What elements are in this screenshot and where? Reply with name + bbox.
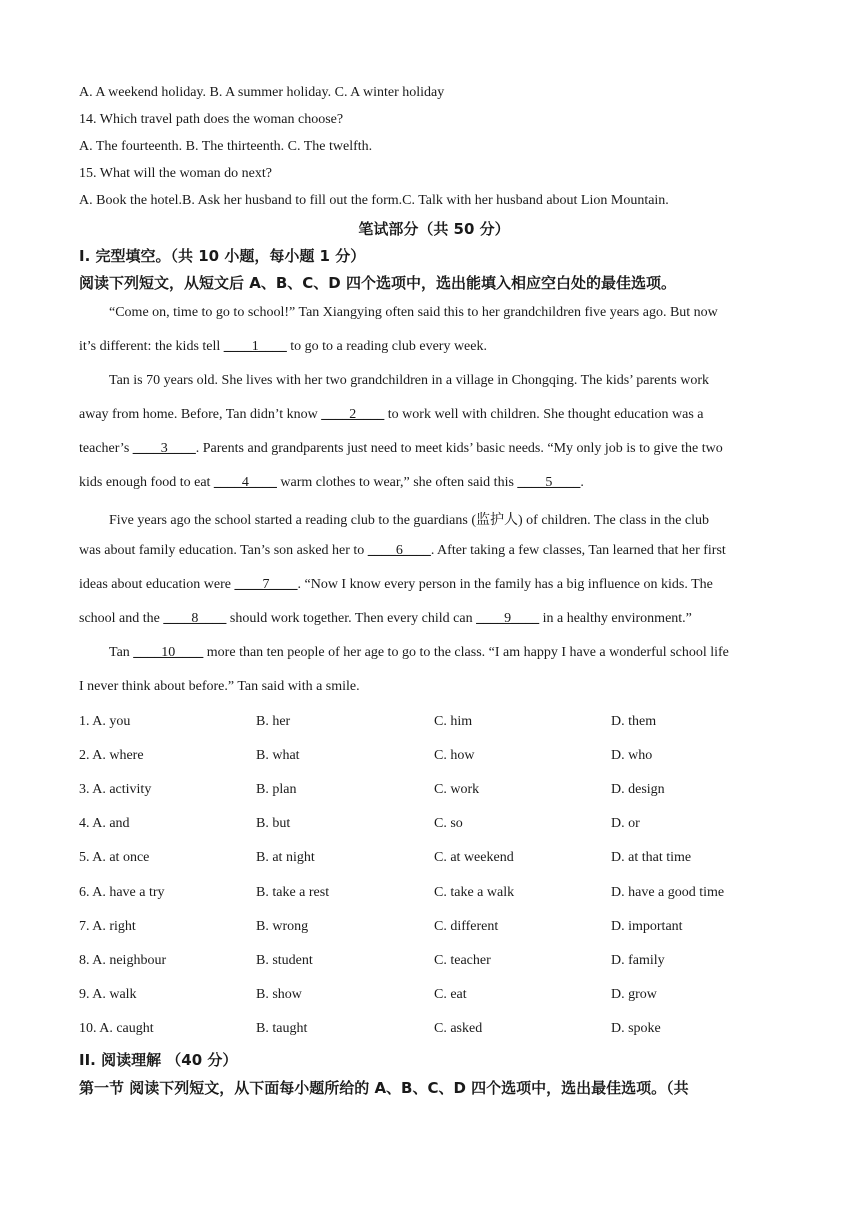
option-d: D. have a good time xyxy=(611,885,725,900)
option-d: D. design xyxy=(611,782,665,797)
passage-text: was about family education. Tan’s son asked her to xyxy=(79,543,368,558)
blank-8: ____8____ xyxy=(163,611,227,626)
option-d: D. or xyxy=(611,816,640,831)
option-b: B. take a rest xyxy=(256,885,330,900)
option-c: C. how xyxy=(434,748,475,763)
option-c: C. take a walk xyxy=(434,885,515,900)
passage-text: teacher’s xyxy=(79,441,133,456)
option-d: D. important xyxy=(611,919,683,934)
passage-text: kids enough food to eat xyxy=(79,475,214,490)
passage-line: I never think about before.” Tan said with a smile. xyxy=(79,679,360,694)
option-a: 8. A. neighbour xyxy=(79,953,167,968)
passage-text: away from home. Before, Tan didn’t know xyxy=(79,407,322,422)
cloze-instructions: 阅读下列短文，从短文后 A、B、C、D 四个选项中，选出能填入相应空白处的最佳选项。 xyxy=(79,274,676,292)
option-a: 3. A. activity xyxy=(79,782,152,797)
option-b: B. show xyxy=(256,987,302,1002)
reading-heading: II. 阅读理解 （40 分） xyxy=(79,1051,238,1069)
q15-options: A. Book the hotel.B. Ask her husband to fill out the form.C. Talk with her husband about Lion Mountain. xyxy=(79,193,669,208)
option-d: D. grow xyxy=(611,987,657,1002)
option-c: C. work xyxy=(434,782,480,797)
option-c: C. at weekend xyxy=(434,850,514,865)
passage-line: Five years ago the school started a reading club to the guardians (监护人) of children. The class in the club xyxy=(109,513,710,528)
option-a: 4. A. and xyxy=(79,816,130,831)
passage-line: Tan is 70 years old. She lives with her two grandchildren in a village in Chongqing. The kids’ parents work xyxy=(109,373,709,388)
option-d: D. them xyxy=(611,714,657,729)
passage-line xyxy=(79,407,704,423)
passage-text: to go to a reading club every week. xyxy=(286,339,487,354)
passage-text: to work well with children. She thought education was a xyxy=(384,407,704,422)
passage-line: “Come on, time to go to school!” Tan Xiangying often said this to her grandchildren five years ago. But now xyxy=(109,305,718,320)
option-c: C. so xyxy=(434,816,463,831)
passage-line xyxy=(109,645,729,661)
option-a: 10. A. caught xyxy=(79,1021,154,1036)
passage-text: more than ten people of her age to go to the class. “I am happy I have a wonderful school life xyxy=(203,645,729,660)
blank-2: ____2____ xyxy=(321,407,385,422)
option-d: D. who xyxy=(611,748,653,763)
option-a: 6. A. have a try xyxy=(79,885,165,900)
passage-text: . “Now I know every person in the family has a big influence on kids. The xyxy=(297,577,713,592)
option-b: B. plan xyxy=(256,782,297,797)
blank-1: ____1____ xyxy=(223,339,287,354)
passage-text: in a healthy environment.” xyxy=(539,611,692,626)
blank-5: ____5____ xyxy=(517,475,581,490)
option-c: C. teacher xyxy=(434,953,491,968)
passage-line xyxy=(79,475,584,491)
blank-4: ____4____ xyxy=(213,475,277,490)
option-d: D. spoke xyxy=(611,1021,661,1036)
reading-instructions: 第一节 阅读下列短文，从下面每小题所给的 A、B、C、D 四个选项中，选出最佳选项。（共 xyxy=(79,1079,689,1097)
passage-line xyxy=(79,543,726,559)
option-b: B. wrong xyxy=(256,919,309,934)
passage-line xyxy=(79,441,723,457)
blank-9: ____9____ xyxy=(476,611,540,626)
option-b: B. her xyxy=(256,714,291,729)
option-d: D. at that time xyxy=(611,850,692,865)
blank-7: ____7____ xyxy=(234,577,298,592)
option-b: B. taught xyxy=(256,1021,308,1036)
blank-6: ____6____ xyxy=(367,543,431,558)
option-a: 7. A. right xyxy=(79,919,136,934)
option-a: 1. A. you xyxy=(79,714,131,729)
option-c: C. asked xyxy=(434,1021,483,1036)
passage-text: should work together. Then every child can xyxy=(226,611,477,626)
option-b: B. at night xyxy=(256,850,315,865)
q14-options: A. The fourteenth. B. The thirteenth. C. The twelfth. xyxy=(79,139,373,154)
option-c: C. him xyxy=(434,714,473,729)
q15-question: 15. What will the woman do next? xyxy=(79,166,272,181)
passage-line xyxy=(79,577,713,593)
cloze-heading: I. 完型填空。（共 10 小题，每小题 1 分） xyxy=(79,247,366,265)
option-b: B. but xyxy=(256,816,291,831)
option-a: 2. A. where xyxy=(79,748,144,763)
passage-text: ideas about education were xyxy=(79,577,235,592)
blank-3: ____3____ xyxy=(132,441,196,456)
option-c: C. different xyxy=(434,919,499,934)
blank-10: ____10____ xyxy=(133,645,204,660)
passage-text: warm clothes to wear,” she often said this xyxy=(276,475,518,490)
passage-line xyxy=(79,339,487,355)
passage-text: . After taking a few classes, Tan learned that her first xyxy=(430,543,726,558)
passage-text: Tan xyxy=(109,645,134,660)
passage-text: school and the xyxy=(79,611,164,626)
written-part-heading: 笔试部分（共 50 分） xyxy=(358,220,510,238)
option-d: D. family xyxy=(611,953,665,968)
q14-question: 14. Which travel path does the woman choose? xyxy=(79,112,344,127)
passage-text: . xyxy=(580,475,584,490)
passage-text: it’s different: the kids tell xyxy=(79,339,224,354)
passage-line xyxy=(79,611,692,627)
option-a: 9. A. walk xyxy=(79,987,137,1002)
option-c: C. eat xyxy=(434,987,467,1002)
q13-options: A. A weekend holiday. B. A summer holiday. C. A winter holiday xyxy=(79,85,445,100)
option-b: B. what xyxy=(256,748,300,763)
option-b: B. student xyxy=(256,953,313,968)
passage-text: . Parents and grandparents just need to meet kids’ basic needs. “My only job is to give the two xyxy=(195,441,723,456)
option-a: 5. A. at once xyxy=(79,850,150,865)
